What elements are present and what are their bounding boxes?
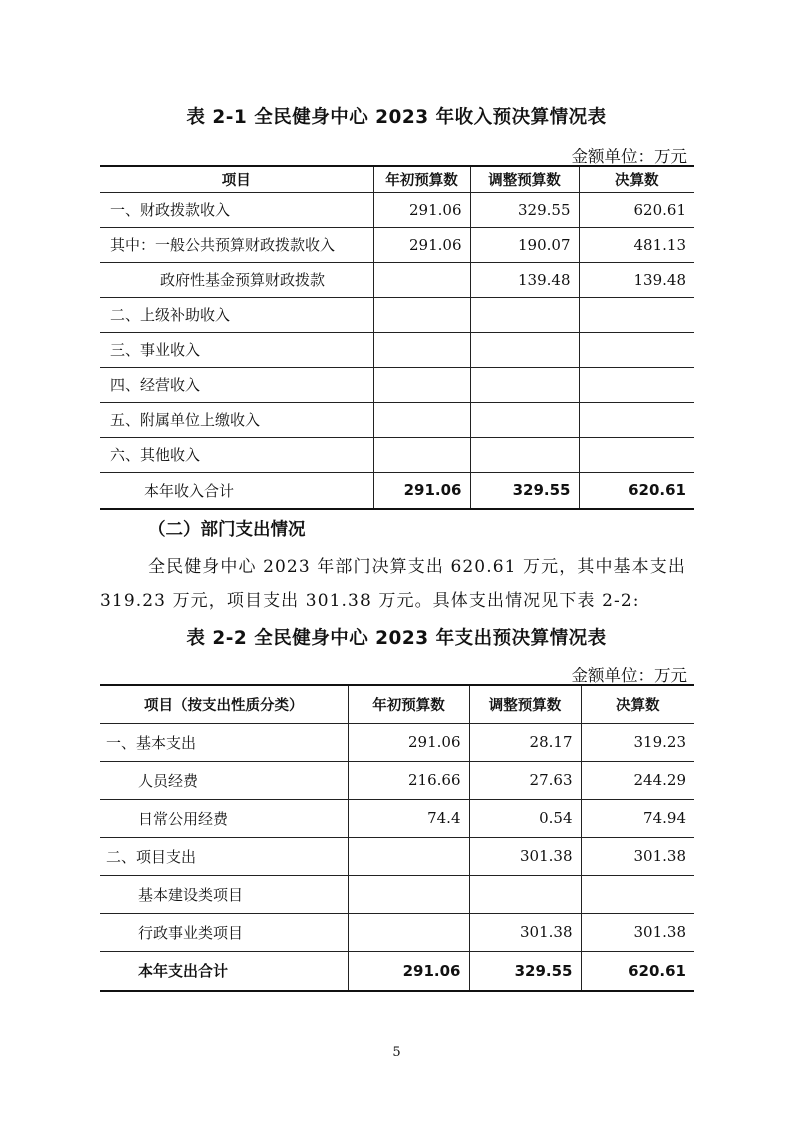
row-label: 日常公用经费	[138, 809, 229, 828]
cell-final: 620.61	[579, 472, 694, 509]
cell-initial	[348, 837, 469, 875]
cell-initial: 291.06	[373, 192, 470, 227]
cell-initial: 291.06	[373, 472, 470, 509]
col-header-final-account: 决算数	[581, 685, 694, 723]
table-header-row	[100, 685, 694, 723]
total-label: 本年支出合计	[138, 962, 229, 981]
table-header-row	[100, 166, 694, 192]
cell-adjusted	[470, 297, 579, 332]
cell-adjusted: 0.54	[469, 799, 581, 837]
cell-adjusted	[470, 402, 579, 437]
table2-title: 表 2-2 全民健身中心 2023 年支出预决算情况表	[186, 628, 607, 649]
cell-initial	[348, 913, 469, 951]
cell-adjusted: 301.38	[469, 913, 581, 951]
cell-adjusted	[470, 367, 579, 402]
cell-initial: 216.66	[348, 761, 469, 799]
table-row	[100, 402, 694, 437]
page-number: 5	[392, 1045, 401, 1060]
row-label: 三、事业收入	[110, 341, 201, 359]
cell-initial	[373, 262, 470, 297]
cell-final: 481.13	[579, 227, 694, 262]
total-row	[100, 951, 694, 991]
total-label: 本年收入合计	[144, 481, 235, 500]
cell-adjusted	[470, 437, 579, 472]
table1-unit: 金额单位：万元	[571, 147, 687, 166]
row-label: 其中：一般公共预算财政拨款收入	[110, 236, 336, 254]
row-label: 一、财政拨款收入	[110, 201, 231, 219]
cell-initial: 291.06	[373, 227, 470, 262]
cell-initial	[373, 437, 470, 472]
table-row	[100, 332, 694, 367]
table-row	[100, 799, 694, 837]
col-header-initial-budget: 年初预算数	[373, 166, 470, 192]
row-label: 基本建设类项目	[138, 885, 244, 904]
cell-final	[579, 367, 694, 402]
paragraph-line-1: 全民健身中心 2023 年部门决算支出 620.61 万元，其中基本支出	[148, 557, 686, 577]
cell-initial	[373, 367, 470, 402]
table-row	[100, 367, 694, 402]
cell-adjusted: 301.38	[469, 837, 581, 875]
table-row	[100, 723, 694, 761]
cell-final	[581, 875, 694, 913]
row-label: 二、项目支出	[106, 847, 197, 866]
row-label: 五、附属单位上缴收入	[110, 411, 261, 429]
cell-final	[579, 297, 694, 332]
cell-final: 244.29	[581, 761, 694, 799]
cell-initial	[373, 297, 470, 332]
table1-title: 表 2-1 全民健身中心 2023 年收入预决算情况表	[186, 107, 607, 128]
table-row	[100, 837, 694, 875]
row-label: 二、上级补助收入	[110, 306, 231, 324]
table-row	[100, 913, 694, 951]
table-row	[100, 437, 694, 472]
section-heading: （二）部门支出情况	[148, 520, 306, 540]
col-header-item: 项目（按支出性质分类）	[144, 697, 304, 714]
row-label: 六、其他收入	[110, 446, 201, 464]
expense-table	[100, 684, 694, 992]
cell-adjusted: 139.48	[470, 262, 579, 297]
cell-initial	[373, 402, 470, 437]
col-header-final-account: 决算数	[579, 166, 694, 192]
col-header-initial-budget: 年初预算数	[348, 685, 469, 723]
cell-final: 319.23	[581, 723, 694, 761]
table-row	[100, 262, 694, 297]
cell-final: 301.38	[581, 913, 694, 951]
table-row	[100, 297, 694, 332]
table2-unit: 金额单位：万元	[571, 666, 687, 685]
table-row	[100, 875, 694, 913]
cell-adjusted	[470, 332, 579, 367]
col-header-item: 项目	[221, 172, 251, 189]
cell-final: 620.61	[581, 951, 694, 991]
table-row	[100, 227, 694, 262]
cell-adjusted: 329.55	[469, 951, 581, 991]
cell-initial	[348, 875, 469, 913]
cell-initial: 291.06	[348, 951, 469, 991]
row-label: 一、基本支出	[106, 733, 197, 752]
cell-final	[579, 437, 694, 472]
cell-adjusted: 190.07	[470, 227, 579, 262]
row-label: 四、经营收入	[110, 376, 201, 394]
cell-initial: 291.06	[348, 723, 469, 761]
row-label: 政府性基金预算财政拨款	[160, 271, 326, 289]
cell-adjusted: 28.17	[469, 723, 581, 761]
cell-adjusted: 329.55	[470, 472, 579, 509]
cell-final	[579, 332, 694, 367]
cell-initial	[373, 332, 470, 367]
row-label: 人员经费	[138, 771, 199, 790]
table-row	[100, 761, 694, 799]
income-table	[100, 165, 694, 510]
col-header-adjusted-budget: 调整预算数	[469, 685, 581, 723]
cell-final: 139.48	[579, 262, 694, 297]
cell-final: 74.94	[581, 799, 694, 837]
total-row	[100, 472, 694, 509]
row-label: 行政事业类项目	[138, 923, 244, 942]
paragraph-line-2: 319.23 万元，项目支出 301.38 万元。具体支出情况见下表 2-2:	[100, 591, 640, 611]
cell-final	[579, 402, 694, 437]
col-header-adjusted-budget: 调整预算数	[470, 166, 579, 192]
cell-adjusted: 27.63	[469, 761, 581, 799]
cell-adjusted: 329.55	[470, 192, 579, 227]
cell-final: 620.61	[579, 192, 694, 227]
cell-initial: 74.4	[348, 799, 469, 837]
table-row	[100, 192, 694, 227]
cell-final: 301.38	[581, 837, 694, 875]
cell-adjusted	[469, 875, 581, 913]
